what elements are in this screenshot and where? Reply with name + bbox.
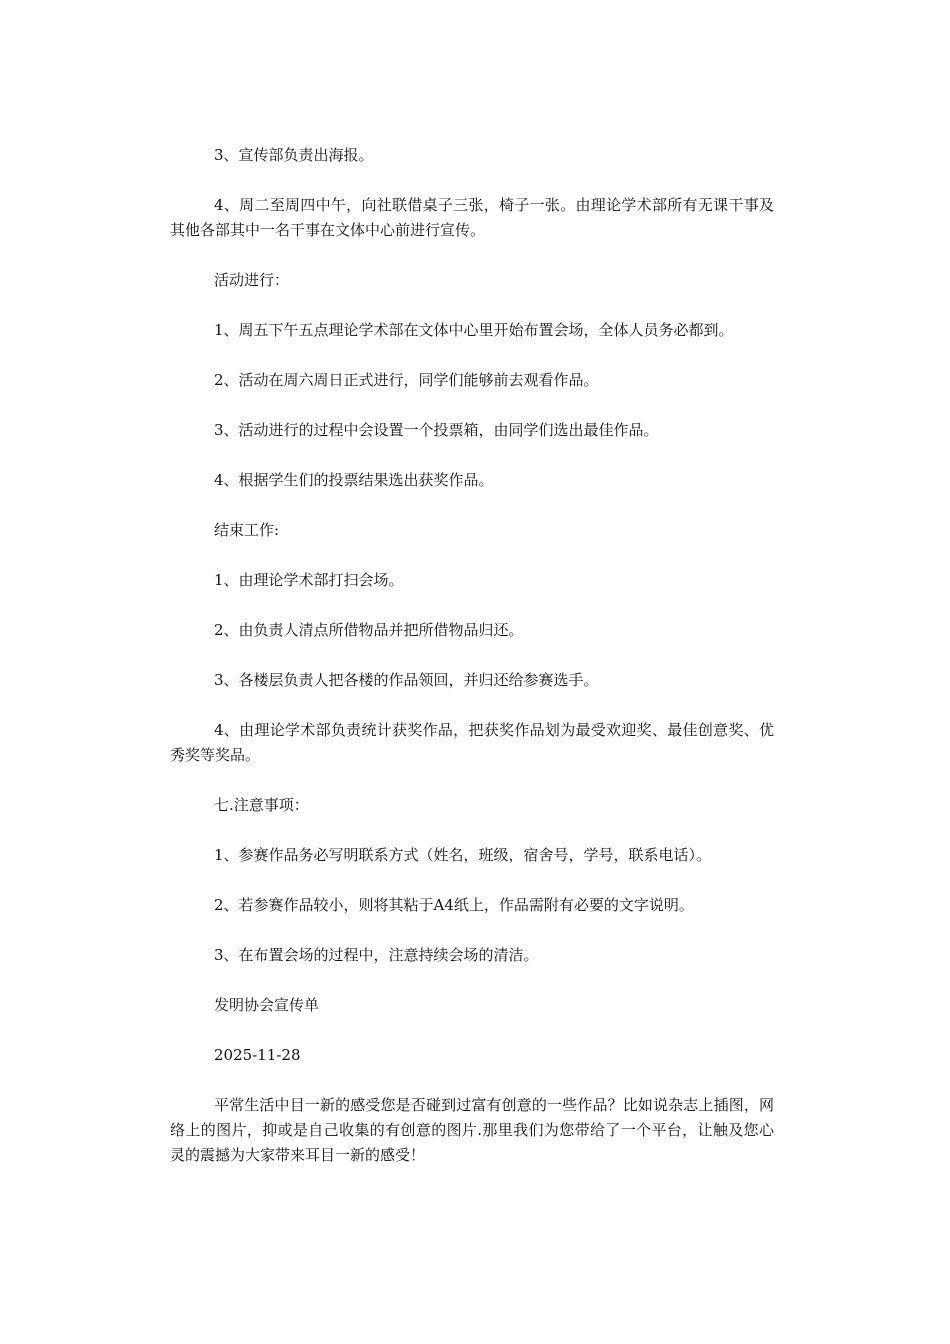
section-heading-notes: 七.注意事项：: [214, 796, 309, 814]
paragraph-setup-venue: 1、周五下午五点理论学术部在文体中心里开始布置会场，全体人员务必都到。: [214, 321, 734, 339]
paragraph-small-works: 2、若参赛作品较小，则将其粘于A4纸上，作品需附有必要的文字说明。: [214, 896, 694, 914]
paragraph-clean-venue: 1、由理论学术部打扫会场。: [214, 571, 404, 589]
paragraph-keep-clean: 3、在布置会场的过程中，注意持续会场的清洁。: [214, 946, 539, 964]
section-heading-closing: 结束工作:: [214, 521, 280, 539]
paragraph-contact-info: 1、参赛作品务必写明联系方式（姓名，班级，宿舍号，学号，联系电话）。: [214, 846, 712, 864]
paragraph-publicity-poster: 3、宣传部负责出海报。: [214, 146, 374, 164]
flyer-date: 2025-11-28: [214, 1046, 301, 1064]
paragraph-weekend-event: 2、活动在周六周日正式进行，同学们能够前去观看作品。: [214, 371, 599, 389]
paragraph-flyer-intro: 平常生活中目一新的感受您是否碰到过富有创意的一些作品？比如说杂志上插图，网络上的图片，抑或是自己收集的有创意的图片.那里我们为您带给了一个平台，让触及您心灵的震撼为大家带来耳目一新的感受！: [170, 1096, 774, 1164]
paragraph-award-categories: 4、由理论学术部负责统计获奖作品，把获奖作品划为最受欢迎奖、最佳创意奖、优秀奖等奖品。: [170, 721, 774, 764]
document-body: [170, 143, 774, 1193]
paragraph-return-items: 2、由负责人清点所借物品并把所借物品归还。: [214, 621, 524, 639]
flyer-title: 发明协会宣传单: [214, 996, 320, 1014]
section-heading-activity: 活动进行：: [214, 271, 290, 289]
paragraph-select-winners: 4、根据学生们的投票结果选出获奖作品。: [214, 471, 494, 489]
paragraph-return-works: 3、各楼层负责人把各楼的作品领回，并归还给参赛选手。: [214, 671, 599, 689]
paragraph-ballot-box: 3、活动进行的过程中会设置一个投票箱，由同学们选出最佳作品。: [214, 421, 659, 439]
paragraph-borrow-tables: 4、周二至周四中午，向社联借桌子三张，椅子一张。由理论学术部所有无课干事及其他各部其中一名干事在文体中心前进行宣传。: [170, 196, 774, 239]
